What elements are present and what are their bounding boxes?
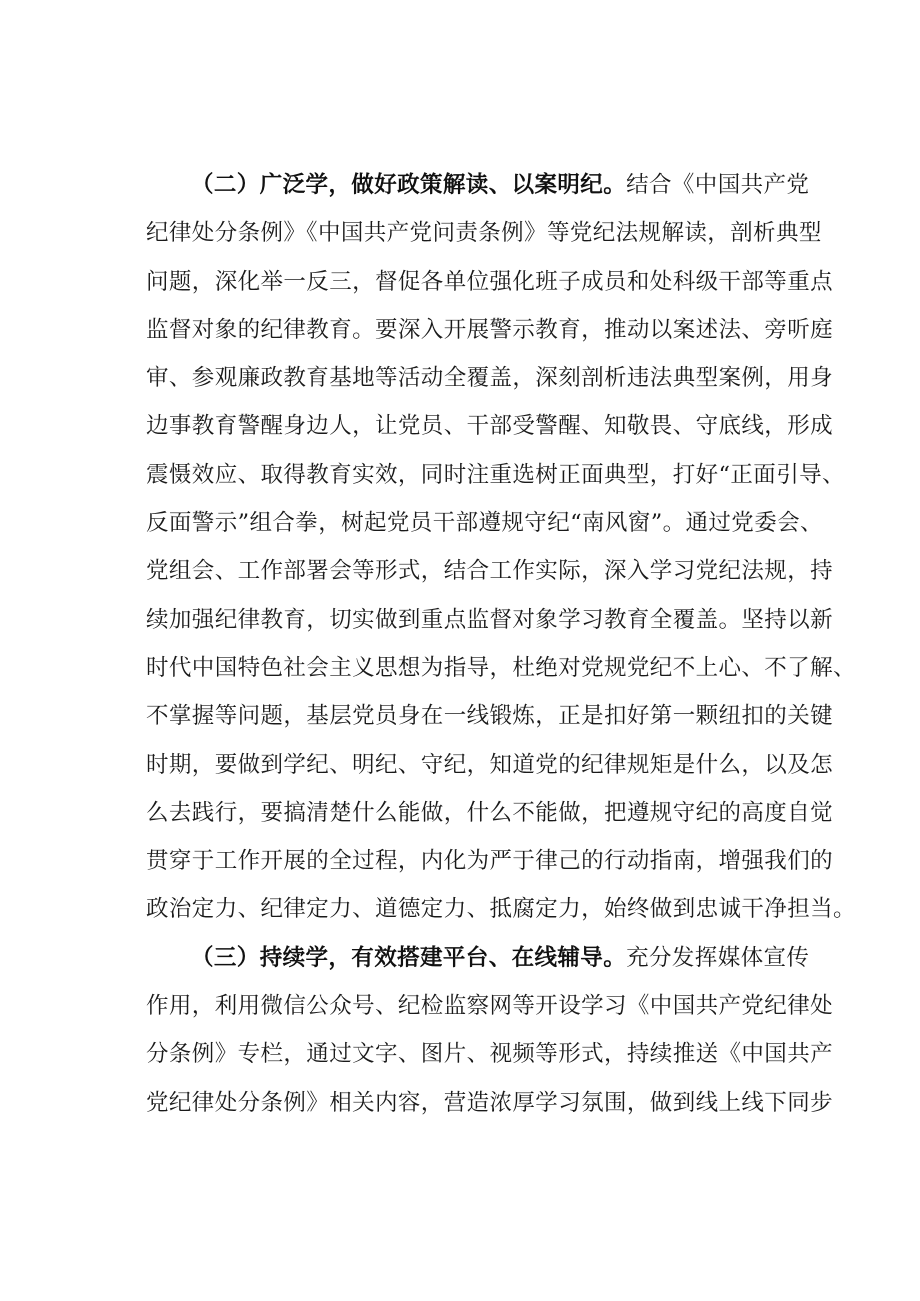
paragraph-3-text: 充分发挥媒体宣传	[626, 944, 810, 971]
paragraph-2-line: 政治定力、纪律定力、道德定力、抵腐定力，始终做到忠诚干净担当。	[146, 896, 856, 923]
paragraph-2-line: 时期，要做到学纪、明纪、守纪，知道党的纪律规矩是什么，以及怎	[146, 751, 834, 778]
paragraph-2-first-line	[146, 161, 826, 209]
paragraph-2-line: 续加强纪律教育，切实做到重点监督对象学习教育全覆盖。坚持以新	[146, 606, 834, 633]
paragraph-2-line: 党组会、工作部署会等形式，结合工作实际，深入学习党纪法规，持	[146, 558, 834, 585]
paragraph-3-line: 分条例》专栏，通过文字、图片、视频等形式，持续推送《中国共产	[146, 1041, 834, 1068]
body-text	[146, 161, 856, 1127]
paragraph-3-line: 作用，利用微信公众号、纪检监察网等开设学习《中国共产党纪律处	[146, 993, 834, 1020]
paragraph-2-line: 监督对象的纪律教育。要深入开展警示教育，推动以案述法、旁听庭	[146, 316, 834, 343]
paragraph-3-heading: （三）持续学，有效搭建平台、在线辅导。	[191, 944, 627, 971]
paragraph-2-line: 不掌握等问题，基层党员身在一线锻炼，正是扣好第一颗纽扣的关键	[146, 703, 834, 730]
paragraph-2-text: 结合《中国共产党	[626, 172, 810, 198]
paragraph-3-first-line	[146, 934, 826, 982]
paragraph-2-line: 问题，深化举一反三，督促各单位强化班子成员和处科级干部等重点	[146, 268, 834, 295]
paragraph-2-line: 贯穿于工作开展的全过程，内化为严于律己的行动指南，增强我们的	[146, 848, 834, 875]
paragraph-2-line: 审、参观廉政教育基地等活动全覆盖，深刻剖析违法典型案例，用身	[146, 365, 834, 392]
paragraph-2-line: 反面警示”组合拳，树起党员干部遵规守纪“南风窗”。通过党委会、	[146, 510, 823, 537]
paragraph-2-line: 纪律处分条例》《中国共产党问责条例》等党纪法规解读，剖析典型	[146, 220, 822, 247]
paragraph-2-line: 震慑效应、取得教育实效，同时注重选树正面典型，打好“正面引导、	[146, 461, 845, 488]
paragraph-2-heading: （二）广泛学，做好政策解读、以案明纪。	[191, 172, 627, 198]
paragraph-2-line: 时代中国特色社会主义思想为指导，杜绝对党规党纪不上心、不了解、	[146, 654, 856, 681]
paragraph-3-line: 党纪律处分条例》相关内容，营造浓厚学习氛围，做到线上线下同步	[146, 1089, 834, 1116]
paragraph-2-line: 边事教育警醒身边人，让党员、干部受警醒、知敬畏、守底线，形成	[146, 413, 834, 440]
paragraph-2-line: 么去践行，要搞清楚什么能做，什么不能做，把遵规守纪的高度自觉	[146, 799, 834, 826]
